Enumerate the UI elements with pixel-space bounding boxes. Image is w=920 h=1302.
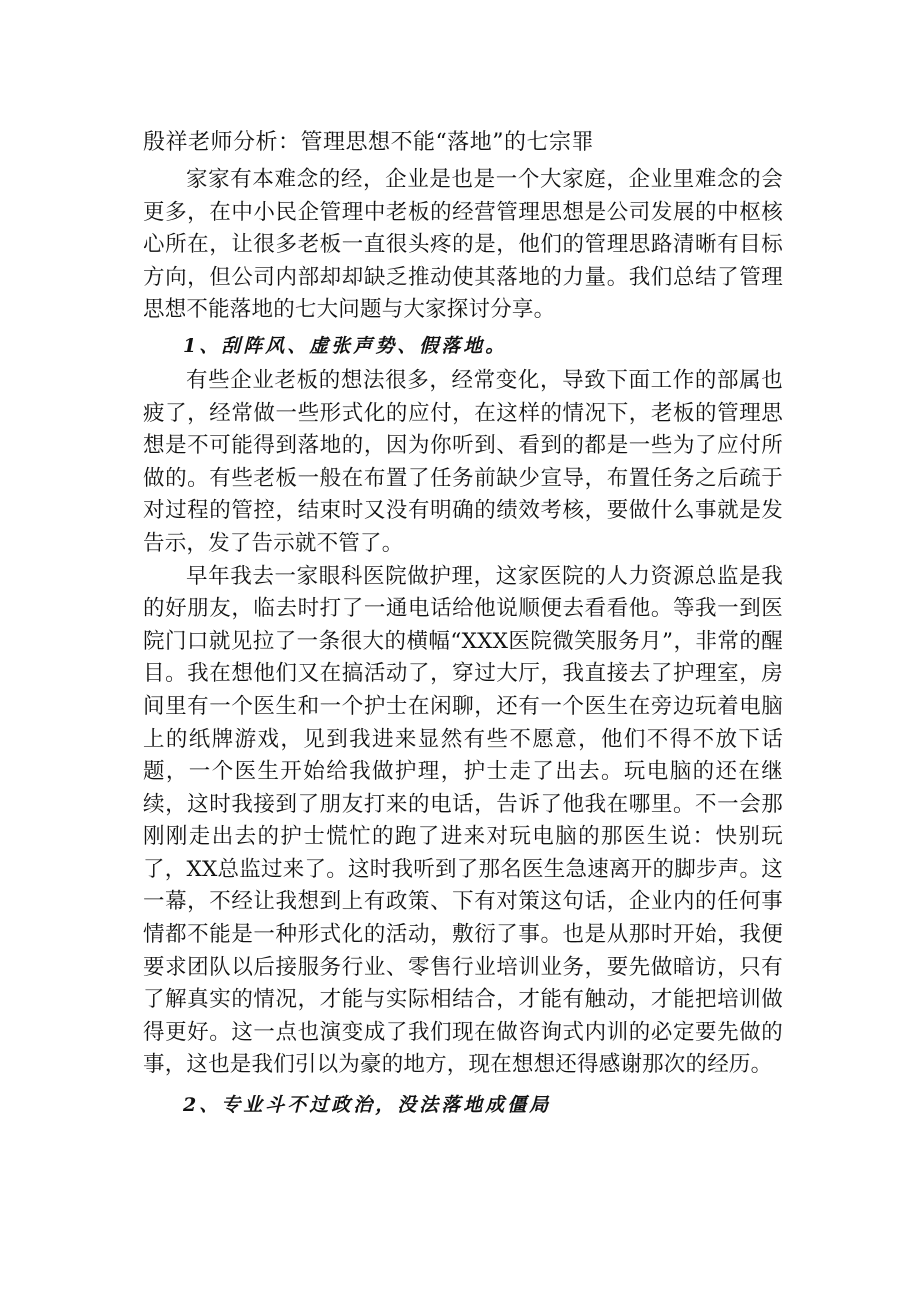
document-body	[143, 126, 783, 1124]
section-2-heading: 2、专业斗不过政治，没法落地成僵局	[183, 1094, 552, 1117]
intro-paragraph: 家家有本难念的经，企业是也是一个大家庭，企业里难念的会更多，在中小民企管理中老板的经营管理思想是公司发展的中枢核心所在，让很多老板一直很头疼的是，他们的管理思路清晰有目标方向，但公司内部却却缺乏推动使其落地的力量。我们总结了管理思想不能落地的七大问题与大家探讨分享。	[143, 167, 783, 323]
section-1-paragraph-1: 有些企业老板的想法很多，经常变化，导致下面工作的部属也疲了，经常做一些形式化的应付，在这样的情况下，老板的管理思想是不可能得到落地的，因为你听到、看到的都是一些为了应付所做的。有些老板一般在布置了任务前缺少宣导，布置任务之后疏于对过程的管控，结束时又没有明确的绩效考核，要做什么事就是发告示，发了告示就不管了。	[143, 367, 783, 556]
section-1-paragraph-2: 早年我去一家眼科医院做护理，这家医院的人力资源总监是我的好朋友，临去时打了一通电话给他说顺便去看看他。等我一到医院门口就见拉了一条很大的横幅“XXX医院微笑服务月”，非常的醒目。我在想他们又在搞活动了，穿过大厅，我直接去了护理室，房间里有一个医生和一个护士在闲聊，还有一个医生在旁边玩着电脑上的纸牌游戏，见到我进来显然有些不愿意，他们不得不放下话题，一个医生开始给我做护理，护士走了出去。玩电脑的还在继续，这时我接到了朋友打来的电话，告诉了他我在哪里。不一会那刚刚走出去的护士慌忙的跑了进来对玩电脑的那医生说：快别玩了，XX总监过来了。这时我听到了那名医生急速离开的脚步声。这一幕，不经让我想到上有政策、下有对策这句话，企业内的任何事情都不能是一种形式化的活动，敷衍了事。也是从那时开始，我便要求团队以后接服务行业、零售行业培训业务，要先做暗访，只有了解真实的情况，才能与实际相结合，才能有触动，才能把培训做得更好。这一点也演变成了我们现在做咨询式内训的必定要先做的事，这也是我们引以为豪的地方，现在想想还得感谢那次的经历。	[143, 563, 783, 1078]
document-title: 殷祥老师分析：管理思想不能“落地”的七宗罪	[143, 130, 594, 155]
section-1-heading: 1、刮阵风、虚张声势、假落地。	[183, 334, 508, 357]
